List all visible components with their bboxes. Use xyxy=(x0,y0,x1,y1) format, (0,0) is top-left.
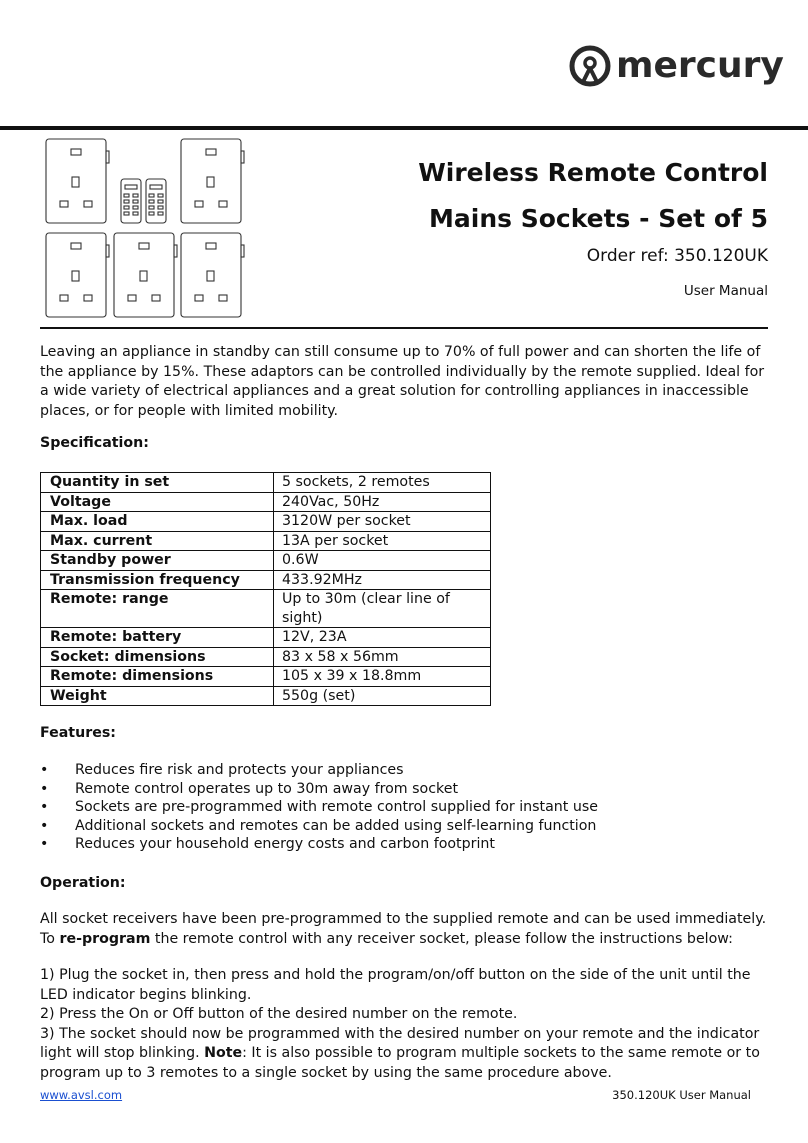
spec-row xyxy=(41,492,491,512)
spec-row xyxy=(41,667,491,687)
spec-label: Weight xyxy=(41,686,274,706)
website-link[interactable]: www.avsl.com xyxy=(40,1088,123,1102)
operation-step-3 xyxy=(40,1025,768,1084)
spec-row xyxy=(41,628,491,648)
spec-label: Quantity in set xyxy=(41,473,274,493)
spec-value: 3120W per socket xyxy=(274,512,491,532)
spec-value: 105 x 39 x 18.8mm xyxy=(274,667,491,687)
feature-text: Reduces your household energy costs and carbon footprint xyxy=(75,836,495,853)
spec-label: Max. current xyxy=(41,531,274,551)
document-type: User Manual xyxy=(683,283,768,299)
operation-step-3-text: 3) The socket should now be programmed with the desired number on your remote and the indicator light will stop blinking. xyxy=(40,1025,760,1061)
brand-name: mercury xyxy=(616,45,784,86)
spec-label: Remote: dimensions xyxy=(41,667,274,687)
socket-image xyxy=(46,139,109,223)
spec-value: Up to 30m (clear line of sight) xyxy=(274,590,491,628)
brand-logo xyxy=(568,44,784,90)
spec-value: 12V, 23A xyxy=(274,628,491,648)
spec-value: 83 x 58 x 56mm xyxy=(274,647,491,667)
spec-row xyxy=(41,686,491,706)
bullet-icon: • xyxy=(40,762,49,778)
feature-item xyxy=(40,780,768,799)
remote-image xyxy=(121,179,141,223)
spec-value: 5 sockets, 2 remotes xyxy=(274,473,491,493)
socket-image xyxy=(181,233,244,317)
spec-row xyxy=(41,531,491,551)
remote-image xyxy=(146,179,166,223)
spec-row xyxy=(41,473,491,493)
spec-value: 433.92MHz xyxy=(274,570,491,590)
bullet-icon: • xyxy=(40,817,49,834)
socket-image xyxy=(181,139,244,223)
spec-label: Remote: battery xyxy=(41,628,274,648)
mercury-logo-icon xyxy=(568,44,612,90)
spec-row xyxy=(41,512,491,532)
footer-document-reference: 350.120UK User Manual xyxy=(612,1088,751,1102)
operation-step-1: 1) Plug the socket in, then press and hold the program/on/off button on the side of the unit until the LED indicator begins blinking. xyxy=(40,967,751,1003)
bullet-icon: • xyxy=(40,836,49,853)
spec-label: Socket: dimensions xyxy=(41,647,274,667)
intro-paragraph: Leaving an appliance in standby can still consume up to 70% of full power and can shorten the life of the appliance by 15%. These adaptors can be controlled individually by the remote supplied. Ideal for a wide variety of electrical appliances and a great solution for controlling appliances in inaccessible places, or for people with limited mobility. xyxy=(40,344,765,419)
feature-text: Remote control operates up to 30m away from socket xyxy=(75,780,459,797)
socket-image xyxy=(114,233,177,317)
spec-label: Max. load xyxy=(41,512,274,532)
feature-text: Additional sockets and remotes can be added using self-learning function xyxy=(75,817,597,834)
bullet-icon: • xyxy=(40,780,49,797)
feature-text: Reduces fire risk and protects your appliances xyxy=(75,762,404,778)
spec-label: Remote: range xyxy=(41,590,274,628)
spec-row xyxy=(41,570,491,590)
spec-value: 550g (set) xyxy=(274,686,491,706)
spec-label: Voltage xyxy=(41,492,274,512)
feature-item xyxy=(40,798,768,817)
spec-label: Transmission frequency xyxy=(41,570,274,590)
document-title-line-1: Wireless Remote Control xyxy=(418,158,768,187)
document-title-line-2: Mains Sockets - Set of 5 xyxy=(429,204,768,233)
specification-heading: Specification: xyxy=(40,435,149,451)
operation-intro xyxy=(40,910,768,949)
operation-steps xyxy=(40,966,768,1083)
features-list xyxy=(40,761,768,854)
socket-image xyxy=(46,233,109,317)
operation-intro-text: the remote control with any receiver socket, please follow the instructions below: xyxy=(150,930,733,947)
feature-item xyxy=(40,835,768,854)
features-heading: Features: xyxy=(40,725,116,741)
order-reference: Order ref: 350.120UK xyxy=(586,246,768,266)
feature-item xyxy=(40,817,768,836)
spec-value: 13A per socket xyxy=(274,531,491,551)
spec-row xyxy=(41,647,491,667)
bullet-icon: • xyxy=(40,799,49,816)
specification-table xyxy=(40,472,491,706)
spec-row xyxy=(41,590,491,628)
title-divider xyxy=(40,327,768,329)
operation-intro-text: All socket receivers have been pre-programmed to the supplied remote and can be used immediately. To xyxy=(40,911,767,947)
feature-text: Sockets are pre-programmed with remote control supplied for instant use xyxy=(75,799,598,816)
spec-row xyxy=(41,551,491,571)
header-divider xyxy=(0,126,808,130)
operation-step-2: 2) Press the On or Off button of the desired number on the remote. xyxy=(40,1006,518,1022)
feature-item xyxy=(40,761,768,780)
spec-value: 240Vac, 50Hz xyxy=(274,492,491,512)
note-label: Note xyxy=(204,1045,243,1061)
product-illustration xyxy=(40,137,250,321)
operation-intro-emphasis: re-program xyxy=(59,930,151,947)
operation-step-3-text: : It is also possible to program multiple sockets to the same remote or to program up to 3 remotes to a single socket by using the same procedure above. xyxy=(40,1045,760,1081)
spec-value: 0.6W xyxy=(274,551,491,571)
spec-label: Standby power xyxy=(41,551,274,571)
operation-heading: Operation: xyxy=(40,875,126,891)
